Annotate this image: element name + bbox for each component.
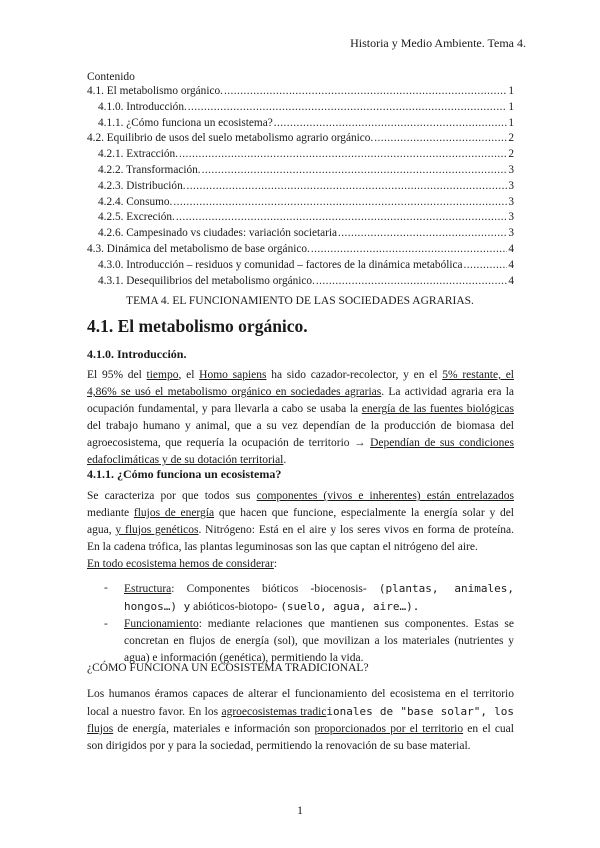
toc-entry[interactable]: 4.2. Equilibrio de usos del suelo metabolismo agrario orgánico. . . . 2 — [87, 131, 514, 147]
page-number: 1 — [297, 803, 303, 817]
tema-title: TEMA 4. EL FUNCIONAMIENTO DE LAS SOCIEDADES AGRARIAS. — [126, 295, 474, 307]
table-of-contents — [87, 84, 514, 289]
toc-entry[interactable]: 4.2.3. Distribución. . . . 3 — [87, 179, 514, 195]
section-heading-4-1-0: 4.1.0. Introducción. — [87, 347, 187, 361]
toc-entry[interactable]: 4.2.6. Campesinado vs ciudades: variación societaria . . . 3 — [87, 226, 514, 242]
toc-entry[interactable]: 4.3. Dinámica del metabolismo de base orgánico. . . . 4 — [87, 242, 514, 258]
running-header: Historia y Medio Ambiente. Tema 4. — [350, 36, 526, 50]
traditional-paragraph: Los humanos éramos capaces de alterar el funcionamiento del ecosistema en el territorio local a nuestro favor. En los agroecosistemas tradicionales de "base solar", los flujos de energía, materiales e información son proporcionados por el territorio en el cual son dirigidos por y para la sociedad, permitiendo la renovación de su base material. — [87, 688, 514, 752]
section-heading-4-1-1: 4.1.1. ¿Cómo funciona un ecosistema? — [87, 467, 282, 481]
section-heading-4-1: 4.1. El metabolismo orgánico. — [87, 316, 308, 336]
list-item: - Estructura: Componentes bióticos -biocenosis- (plantas, animales, hongos…) y abióticos-biotopo- (suelo, agua, aire…). — [104, 582, 514, 613]
toc-entry[interactable]: 4.1.1. ¿Cómo funciona un ecosistema? . . . 1 — [87, 116, 514, 132]
toc-entry[interactable]: 4.3.0. Introducción – residuos y comunidad – factores de la dinámica metabólica . . . 4 — [87, 258, 514, 274]
toc-entry[interactable]: 4.2.5. Excreción. . . . 3 — [87, 210, 514, 226]
ecosystem-paragraph: Se caracteriza por que todos sus componentes (vivos e inherentes) están entrelazados mediante flujos de energía que hacen que funcione, especialmente la energía solar y del agua, y flujos genéticos. Nitrógeno: Está en el aire y los seres vivos en forma de proteína. En la cadena trófica, las plantas leguminosas son las que captan el nitrógeno del aire. — [87, 490, 515, 553]
components-list — [104, 580, 514, 667]
toc-entry[interactable]: 4.2.2. Transformación. . . . 3 — [87, 163, 514, 179]
list-item: - Funcionamiento: mediante relaciones que mantienen sus componentes. Estas se concretan en flujos de energía (sol), que movilizan a los materiales (nutrientes y agua) e información (genética), permitiendo la vida. — [104, 618, 514, 664]
toc-entry[interactable]: 4.2.4. Consumo. . . . 3 — [87, 195, 514, 211]
toc-entry[interactable]: 4.3.1. Desequilibrios del metabolismo orgánico. . . . 4 — [87, 274, 514, 290]
consider-paragraph: En todo ecosistema hemos de considerar: — [87, 558, 278, 570]
toc-entry[interactable]: 4.1. El metabolismo orgánico. . . . 1 — [87, 84, 514, 100]
traditional-question-heading: ¿CÓMO FUNCIONA UN ECOSISTEMA TRADICIONAL? — [87, 662, 369, 674]
toc-entry[interactable]: 4.2.1. Extracción. . . . 2 — [87, 147, 514, 163]
toc-entry[interactable]: 4.1.0. Introducción. . . . 1 — [87, 100, 514, 116]
intro-paragraph: El 95% del tiempo, el Homo sapiens ha sido cazador-recolector, y en el 5% restante, el 4,86% se usó el metabolismo orgánico en sociedades agrarias. La actividad agraria era la ocupación fundamental, y para llevarla a cabo se usaba la energía de las fuentes biológicas del trabajo humano y animal, que a su vez dependían de la producción de biomasa del agroecosistema, que requería la ocupación de territorio → Dependían de sus condiciones edafoclimáticas y de su dotación territorial. — [87, 369, 514, 466]
toc-title: Contenido — [87, 71, 135, 83]
